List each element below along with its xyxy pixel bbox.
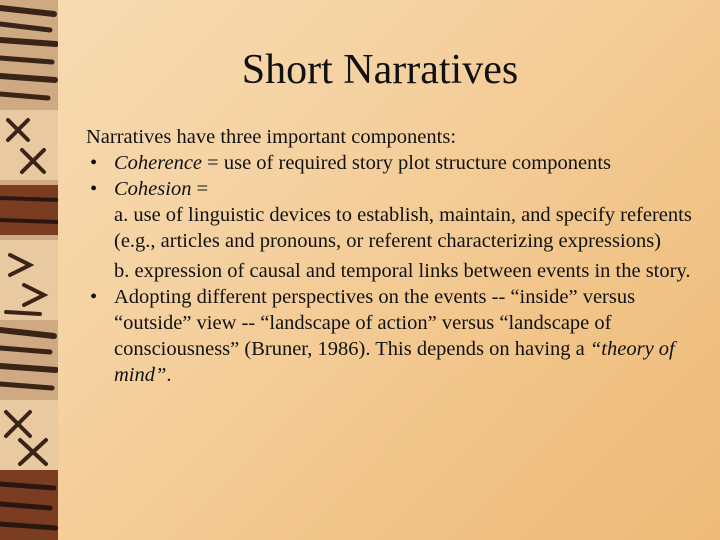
bullet-perspectives (86, 284, 696, 388)
bullet-coherence (86, 150, 696, 176)
page-title: Short Narratives (241, 47, 519, 93)
tribal-pattern-icon (0, 0, 58, 540)
coherence-term: Coherence (114, 152, 203, 174)
cohesion-sub-a: a. use of linguistic devices to establish, maintain, and specify referents (e.g., articles and pronouns, or referent characterizing expressions) (114, 204, 692, 252)
coherence-text: = use of required story plot structure components (202, 152, 611, 174)
slide-body (86, 124, 696, 388)
cohesion-term: Cohesion (114, 178, 192, 200)
intro-text: Narratives have three important components: (86, 126, 457, 148)
bullet-icon: • (90, 178, 98, 200)
cohesion-text: = (191, 178, 209, 200)
bullet-icon: • (90, 152, 98, 174)
bullet-icon: • (90, 286, 98, 308)
cohesion-sub-b: b. expression of causal and temporal links between events in the story. (114, 260, 691, 282)
perspectives-text: Adopting different perspectives on the events -- “inside” versus “outside” view -- “landscape of action” versus “landscape of consciousness” (Bruner, 1986). This depends on having a (114, 286, 636, 360)
perspectives-end: . (166, 364, 172, 386)
theory-of-mind-term: “theory of mind” (114, 338, 675, 386)
bullet-cohesion (86, 176, 696, 284)
decorative-tribal-strip (0, 0, 58, 540)
